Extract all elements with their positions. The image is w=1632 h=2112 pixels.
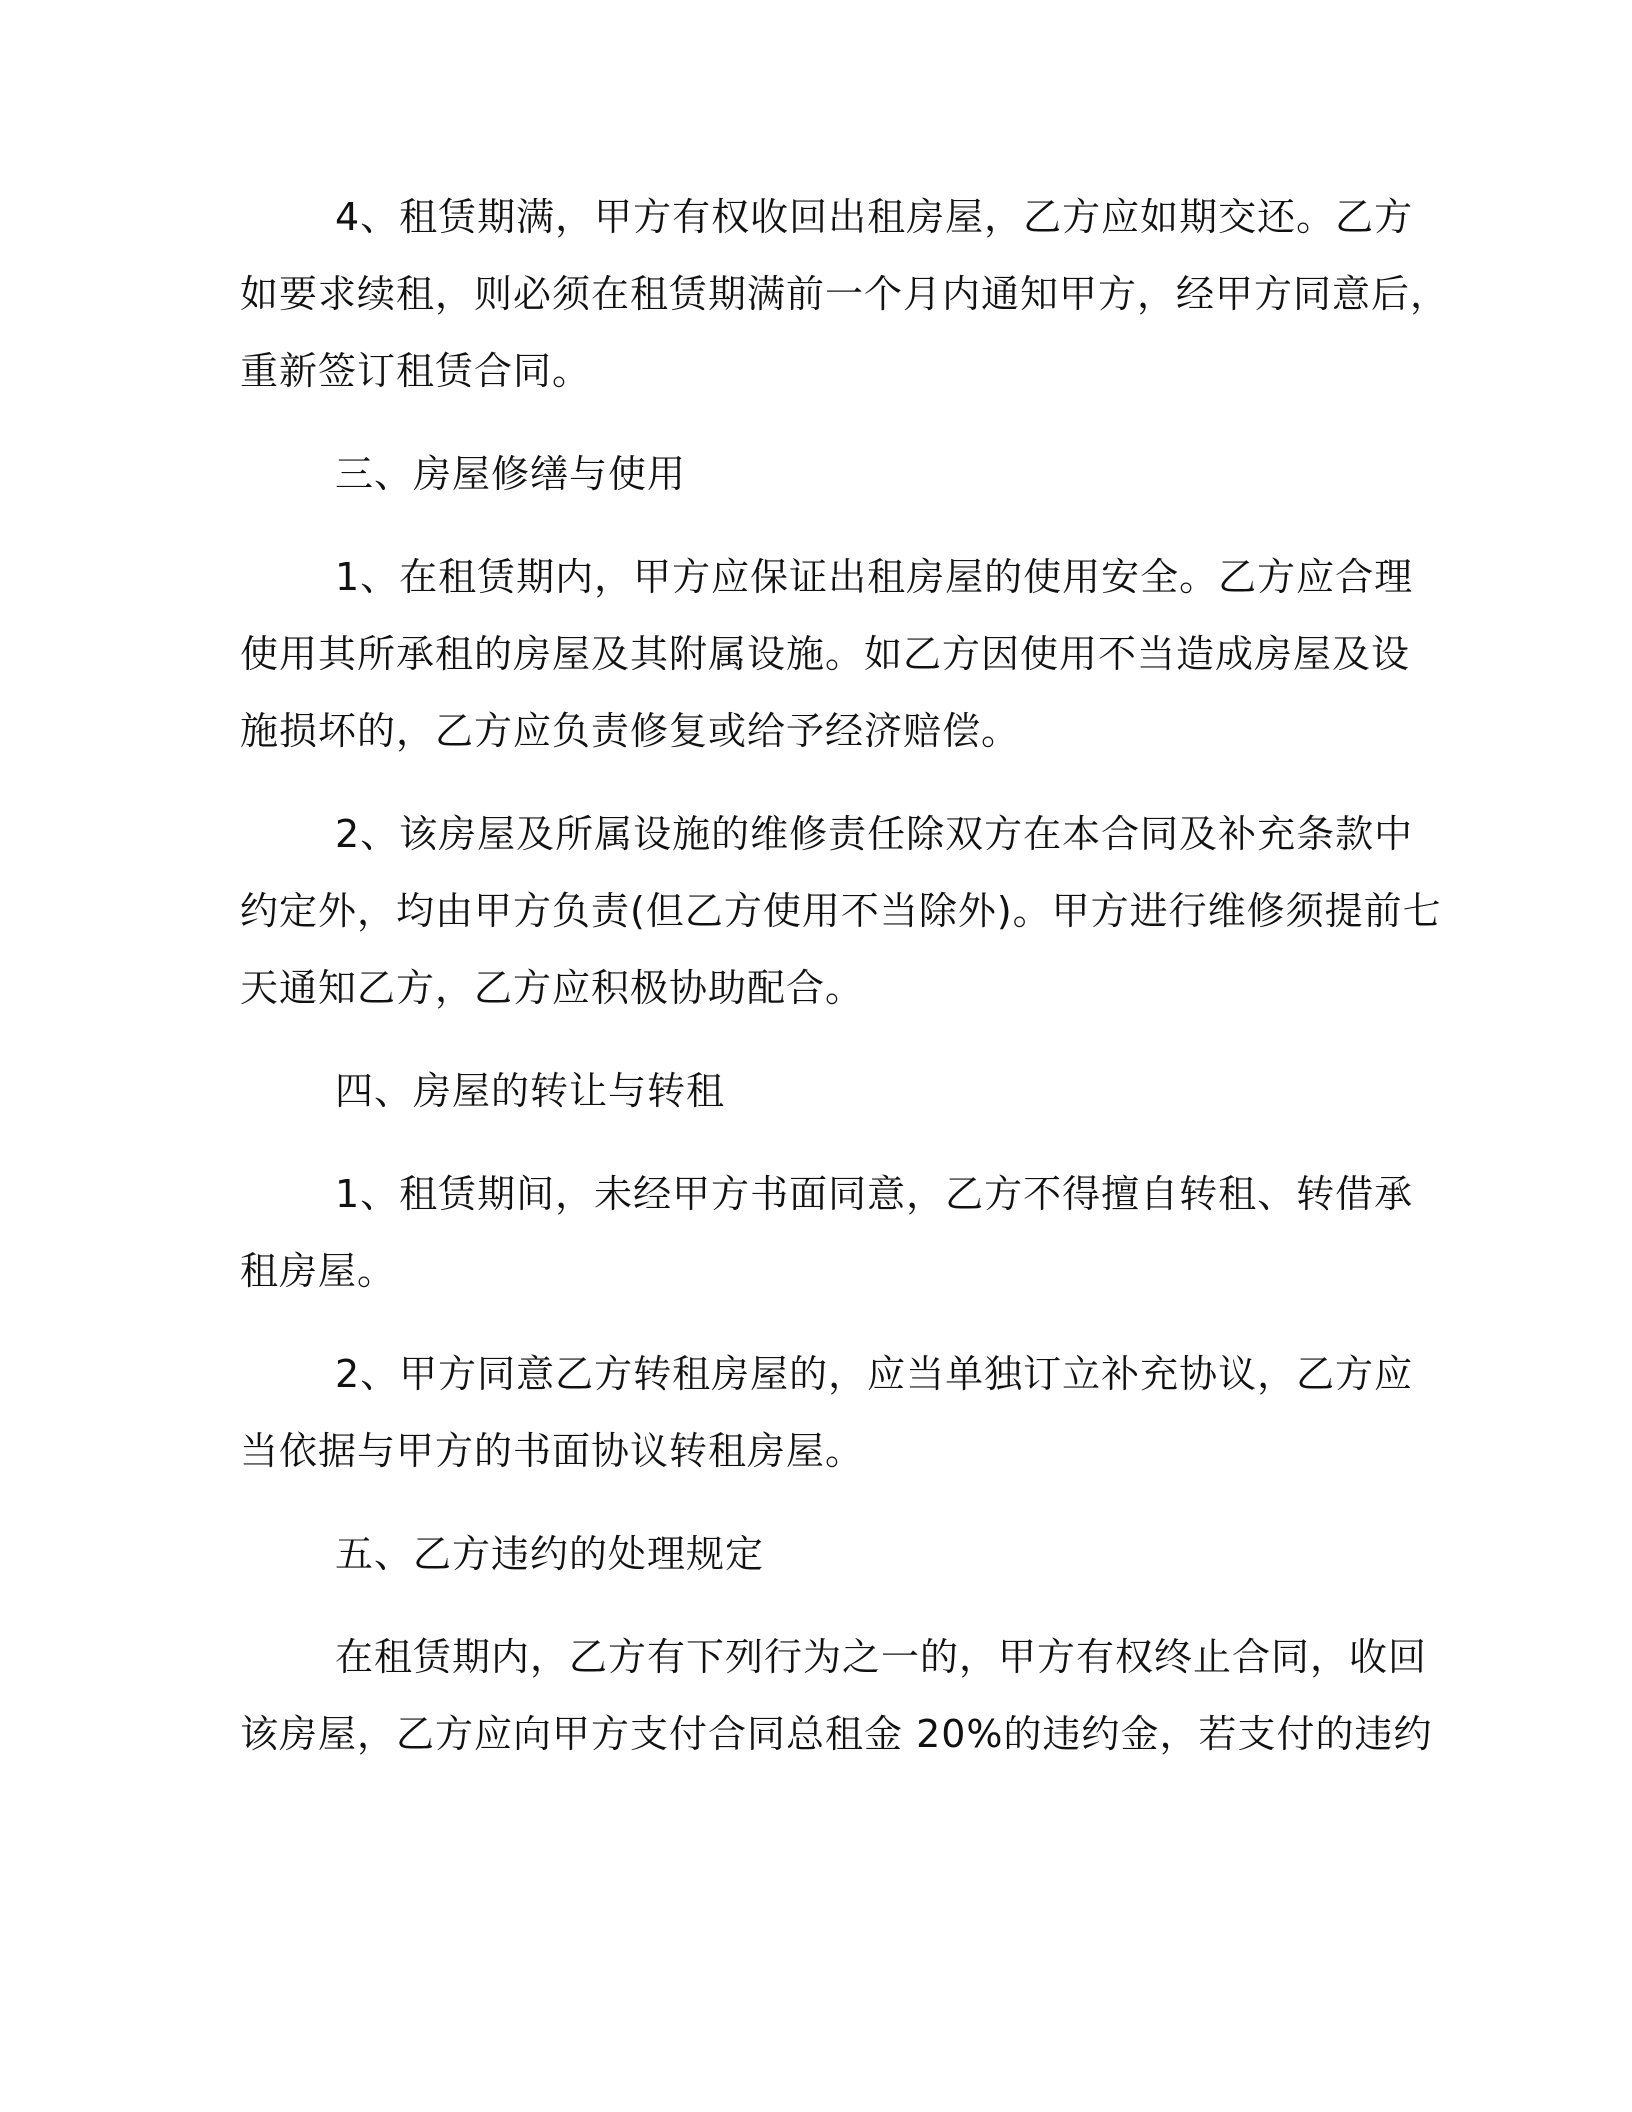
sec3-clause-1-line-2: 使用其所承租的房屋及其附属设施。如乙方因使用不当造成房屋及设 [240,632,1411,676]
sec3-clause-1-line-3: 施损坏的，乙方应负责修复或给予经济赔偿。 [240,709,1021,753]
section-3-heading: 三、房屋修缮与使用 [335,452,687,496]
clause-4-line-1: 4、租赁期满，甲方有权收回出租房屋，乙方应如期交还。乙方 [335,195,1414,239]
sec4-clause-2-line-2: 当依据与甲方的书面协议转租房屋。 [240,1429,865,1473]
sec3-clause-2-line-1: 2、该房屋及所属设施的维修责任除双方在本合同及补充条款中 [335,812,1414,856]
section-5-heading: 五、乙方违约的处理规定 [335,1532,765,1576]
sec5-para-line-2: 该房屋，乙方应向甲方支付合同总租金 20%的违约金，若支付的违约 [240,1712,1433,1756]
clause-4-line-3: 重新签订租赁合同。 [240,349,592,393]
sec5-para-line-1: 在租赁期内，乙方有下列行为之一的，甲方有权终止合同，收回 [335,1635,1428,1679]
sec4-clause-1-line-1: 1、租赁期间，未经甲方书面同意，乙方不得擅自转租、转借承 [335,1172,1414,1216]
clause-4-line-2: 如要求续租，则必须在租赁期满前一个月内通知甲方，经甲方同意后， [240,272,1450,316]
sec4-clause-1-line-2: 租房屋。 [240,1249,397,1293]
section-4-heading: 四、房屋的转让与转租 [335,1069,726,1113]
sec3-clause-2-line-3: 天通知乙方，乙方应积极协助配合。 [240,966,865,1010]
sec3-clause-2-line-2: 约定外，均由甲方负责(但乙方使用不当除外)。甲方进行维修须提前七 [240,889,1442,933]
sec3-clause-1-line-1: 1、在租赁期内，甲方应保证出租房屋的使用安全。乙方应合理 [335,555,1414,599]
sec4-clause-2-line-1: 2、甲方同意乙方转租房屋的，应当单独订立补充协议，乙方应 [335,1352,1414,1396]
